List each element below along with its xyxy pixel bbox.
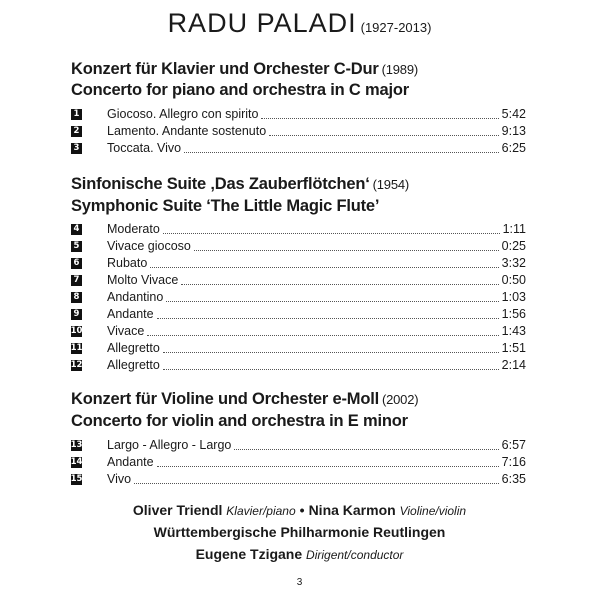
track-title: Toccata. Vivo xyxy=(107,141,182,155)
track-duration: 3:32 xyxy=(501,256,526,270)
track-duration: 1:56 xyxy=(501,307,526,321)
leader-dots xyxy=(157,317,499,319)
track-row xyxy=(71,437,526,454)
track-number-badge: 2 xyxy=(71,126,82,137)
track-title: Molto Vivace xyxy=(107,273,179,287)
work-2-year: (1954) xyxy=(372,177,410,192)
track-title: Andante xyxy=(107,455,154,469)
track-row xyxy=(71,306,526,323)
soloist-1-role: Klavier/piano xyxy=(226,504,296,518)
leader-dots xyxy=(261,117,498,119)
track-number-badge: 14 xyxy=(70,457,83,467)
composer-years: (1927-2013) xyxy=(360,20,432,35)
track-duration: 5:42 xyxy=(501,107,526,121)
track-row xyxy=(71,140,526,157)
work-2-title-de xyxy=(71,175,409,194)
work-3-year: (2002) xyxy=(381,392,419,407)
soloist-2-role: Violine/violin xyxy=(399,504,467,518)
track-row xyxy=(71,123,526,140)
track-title: Vivace giocoso xyxy=(107,239,191,253)
work-3-title-de-text: Konzert für Violine und Orchester e-Moll xyxy=(71,390,379,408)
leader-dots xyxy=(163,232,500,234)
leader-dots xyxy=(181,283,498,285)
page-number: 3 xyxy=(296,577,303,588)
orchestra-name: Württembergische Philharmonie Reutlingen xyxy=(153,524,446,540)
track-duration: 1:51 xyxy=(501,341,526,355)
track-row xyxy=(71,255,526,272)
leader-dots xyxy=(194,249,499,251)
track-title: Andante xyxy=(107,307,154,321)
track-row xyxy=(71,471,526,488)
track-row xyxy=(71,340,526,357)
leader-dots xyxy=(163,368,499,370)
track-title: Lamento. Andante sostenuto xyxy=(107,124,267,138)
track-number-badge: 13 xyxy=(70,440,83,450)
track-duration: 7:16 xyxy=(501,455,526,469)
track-row xyxy=(71,106,526,123)
track-duration: 9:13 xyxy=(501,124,526,138)
soloist-2-name: Nina Karmon xyxy=(308,502,396,518)
track-number-badge: 3 xyxy=(71,143,82,154)
track-number-badge: 6 xyxy=(71,258,82,269)
work-2-title-en: Symphonic Suite ‘The Little Magic Flute’ xyxy=(71,197,380,215)
leader-dots xyxy=(269,134,499,136)
track-number-badge: 4 xyxy=(71,224,82,235)
leader-dots xyxy=(184,151,499,153)
leader-dots xyxy=(134,482,499,484)
leader-dots xyxy=(166,300,498,302)
track-duration: 0:25 xyxy=(501,239,526,253)
track-title: Andantino xyxy=(107,290,164,304)
track-title: Allegretto xyxy=(107,358,160,372)
track-duration: 1:43 xyxy=(501,324,526,338)
work-3-title-en: Concerto for violin and orchestra in E minor xyxy=(71,412,408,430)
track-row xyxy=(71,272,526,289)
conductor-line xyxy=(0,546,599,562)
track-duration: 6:25 xyxy=(501,141,526,155)
track-row xyxy=(71,238,526,255)
track-duration: 0:50 xyxy=(501,273,526,287)
credit-separator: • xyxy=(299,502,305,518)
track-number-badge: 11 xyxy=(70,343,83,353)
track-row xyxy=(71,454,526,471)
composer-name: RADU PALADI xyxy=(167,8,357,38)
track-title: Giocoso. Allegro con spirito xyxy=(107,107,259,121)
track-number-badge: 8 xyxy=(71,292,82,303)
track-row xyxy=(71,323,526,340)
track-title: Vivace xyxy=(107,324,145,338)
conductor-name: Eugene Tzigane xyxy=(195,546,303,562)
track-row xyxy=(71,221,526,238)
track-number-badge: 1 xyxy=(71,109,82,120)
track-duration: 6:35 xyxy=(501,472,526,486)
leader-dots xyxy=(147,334,498,336)
track-number-badge: 9 xyxy=(71,309,82,320)
track-duration: 1:03 xyxy=(501,290,526,304)
work-1-title-de-text: Konzert für Klavier und Orchester C-Dur xyxy=(71,60,379,78)
track-title: Allegretto xyxy=(107,341,160,355)
leader-dots xyxy=(234,448,498,450)
track-number-badge: 15 xyxy=(70,474,83,484)
leader-dots xyxy=(163,351,499,353)
work-1-title-en: Concerto for piano and orchestra in C major xyxy=(71,81,409,99)
track-number-badge: 7 xyxy=(71,275,82,286)
track-number-badge: 12 xyxy=(70,360,83,370)
track-duration: 6:57 xyxy=(501,438,526,452)
work-1-year: (1989) xyxy=(381,62,418,77)
track-number-badge: 5 xyxy=(71,241,82,252)
track-title: Moderato xyxy=(107,222,160,236)
work-1-title-de xyxy=(71,60,418,79)
leader-dots xyxy=(157,465,499,467)
track-duration: 1:11 xyxy=(502,222,526,236)
track-title: Largo - Allegro - Largo xyxy=(107,438,232,452)
track-row xyxy=(71,357,526,374)
leader-dots xyxy=(150,266,498,268)
track-row xyxy=(71,289,526,306)
work-3-title-de xyxy=(71,390,418,409)
track-title: Rubato xyxy=(107,256,148,270)
track-duration: 2:14 xyxy=(501,358,526,372)
composer-heading xyxy=(0,8,599,39)
conductor-role: Dirigent/conductor xyxy=(306,548,404,562)
track-number-badge: 10 xyxy=(70,326,83,336)
track-title: Vivo xyxy=(107,472,132,486)
soloist-1-name: Oliver Triendl xyxy=(132,502,223,518)
work-2-title-de-text: Sinfonische Suite ‚Das Zauberflötchen‘ xyxy=(71,175,370,193)
soloists-line xyxy=(0,502,599,518)
